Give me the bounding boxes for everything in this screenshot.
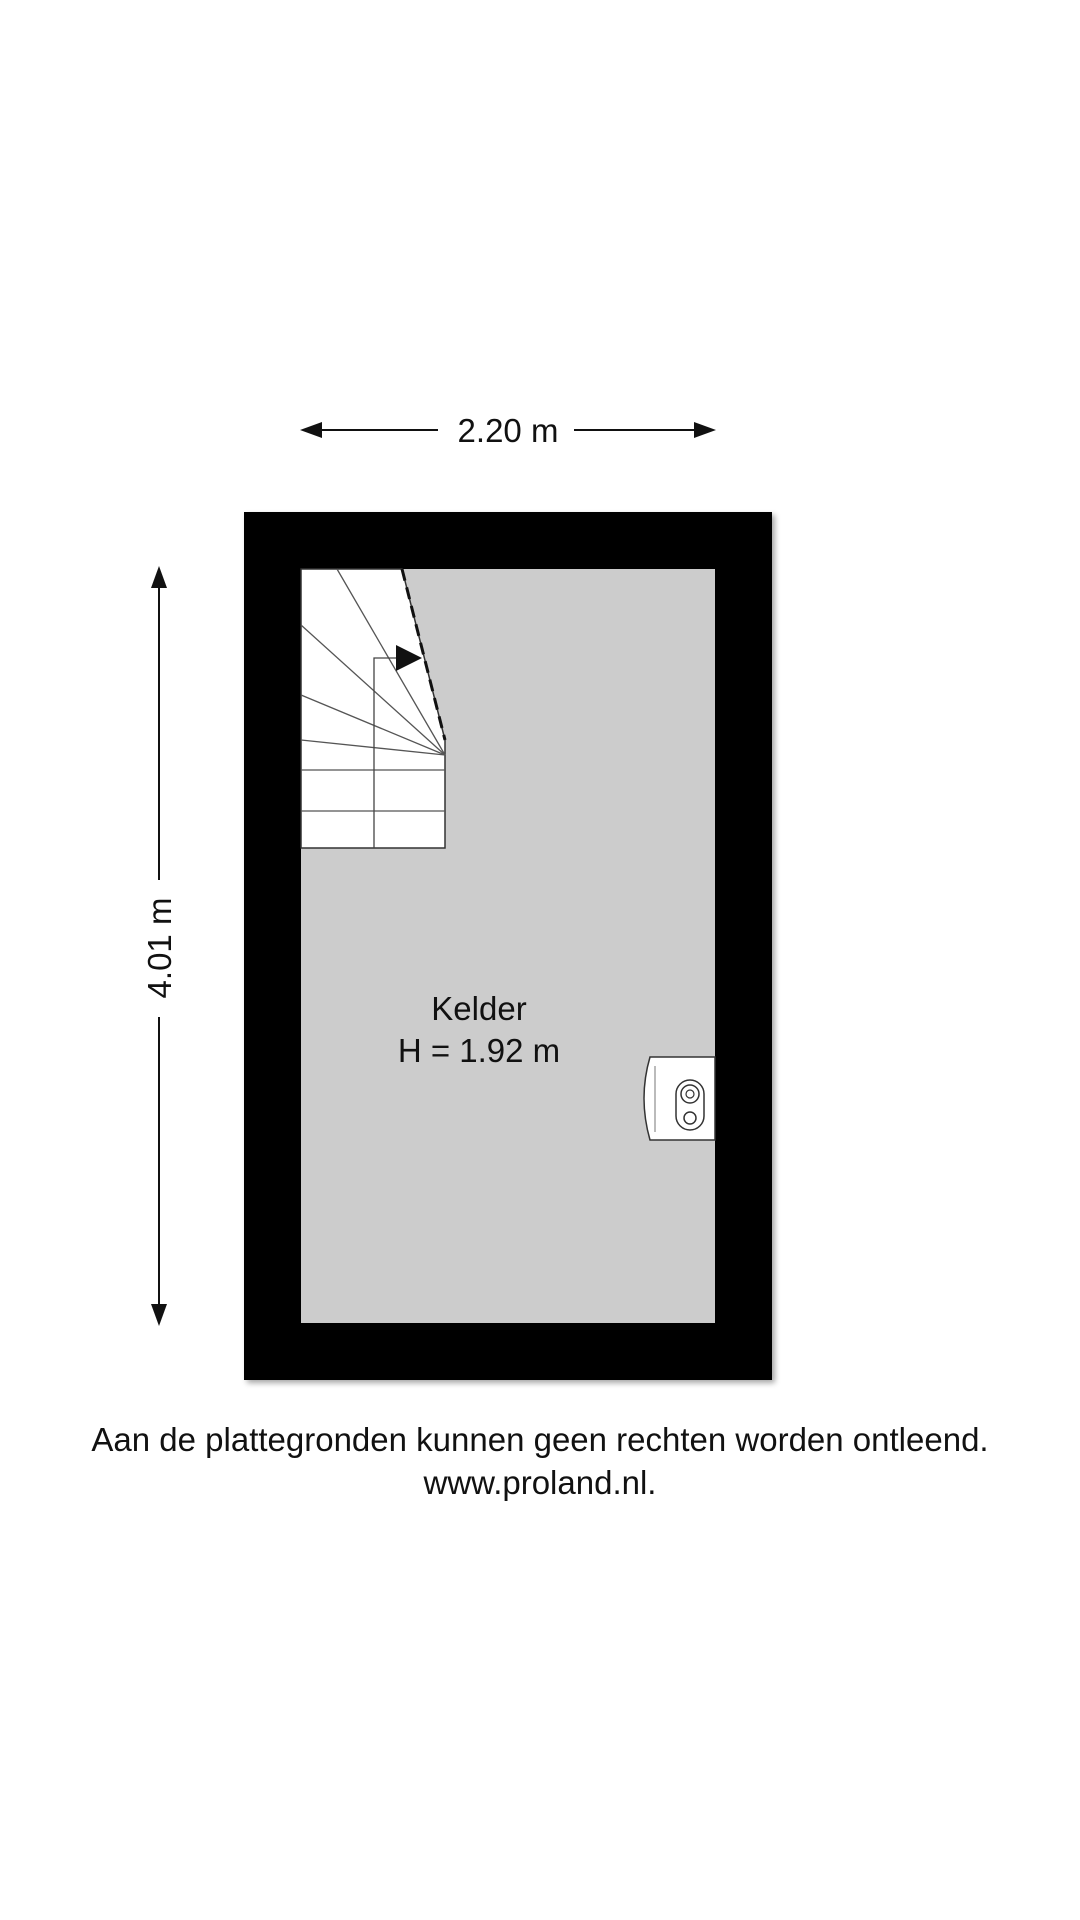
room-name-label: Kelder <box>431 990 527 1027</box>
website-text: www.proland.nl. <box>423 1464 657 1501</box>
arrow-up-icon <box>151 566 167 588</box>
arrow-right-icon <box>694 422 716 438</box>
room-height-label: H = 1.92 m <box>397 1032 561 1069</box>
width-dimension <box>300 412 716 449</box>
boiler-icon <box>644 1057 715 1140</box>
disclaimer-text: Aan de plattegronden kunnen geen rechten worden ontleend. <box>91 1421 989 1458</box>
arrow-left-icon <box>300 422 322 438</box>
arrow-down-icon <box>151 1304 167 1326</box>
height-dimension <box>141 566 178 1326</box>
width-dimension-label: 2.20 m <box>457 412 559 449</box>
height-dimension-label: 4.01 m <box>141 897 178 999</box>
